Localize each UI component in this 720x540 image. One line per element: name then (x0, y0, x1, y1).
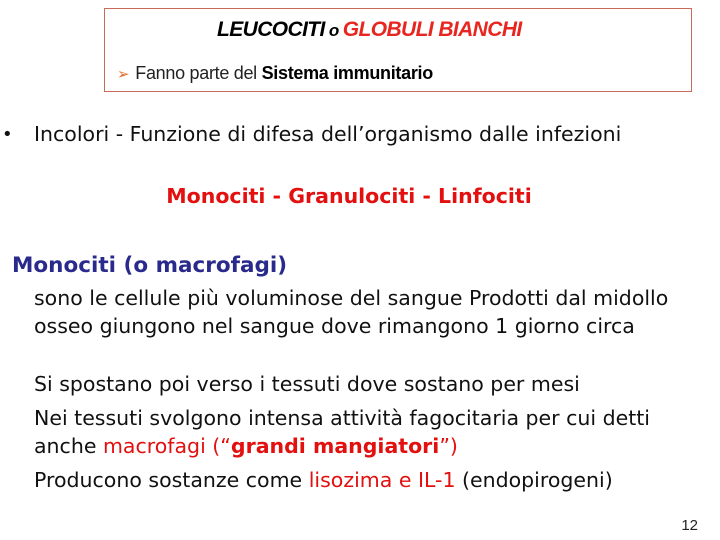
line3-text: Nei tessuti svolgono intensa attività fagocitaria per cui detti anche (34, 406, 650, 458)
line3-close: ”) (439, 434, 458, 458)
leukocyte-types: Monociti - Granulociti - Linfociti (166, 184, 532, 208)
subtitle-line (117, 63, 433, 84)
line4-endopirogeni: (endopirogeni) (455, 468, 613, 492)
monociti-heading: Monociti (o macrofagi) (12, 253, 288, 278)
monociti-line-3 (34, 404, 704, 460)
title-box (104, 8, 692, 92)
monociti-line-1: sono le cellule più voluminose del sangue Prodotti dal midollo osseo giungono nel sangue dove rimangono 1 giorno circa (34, 286, 669, 338)
page-number: 12 (681, 517, 698, 534)
monociti-line-2: Si spostano poi verso i tessuti dove sostano per mesi (34, 372, 580, 396)
monociti-line-4 (34, 466, 704, 494)
title-leucociti: LEUCOCITI (217, 18, 325, 41)
arrow-bullet-icon: ➢ (117, 66, 130, 83)
line3-macrofagi: macrofagi (“ (102, 434, 231, 458)
title-connector: o (324, 21, 343, 40)
subtitle-text: Fanno parte del (135, 63, 262, 83)
subtitle-bold: Sistema immunitario (261, 63, 433, 83)
line4-text: Producono sostanze come (34, 468, 309, 492)
title-globuli-bianchi: GLOBULI BIANCHI (342, 18, 522, 41)
line3-grandi-mangiatori: grandi mangiatori (230, 434, 440, 458)
intro-text: Incolori - Funzione di difesa dell’organismo dalle infezioni (34, 122, 622, 146)
line4-lisozima: lisozima e IL-1 (308, 468, 456, 492)
bullet-dot: • (2, 124, 13, 145)
slide-title (217, 18, 522, 42)
